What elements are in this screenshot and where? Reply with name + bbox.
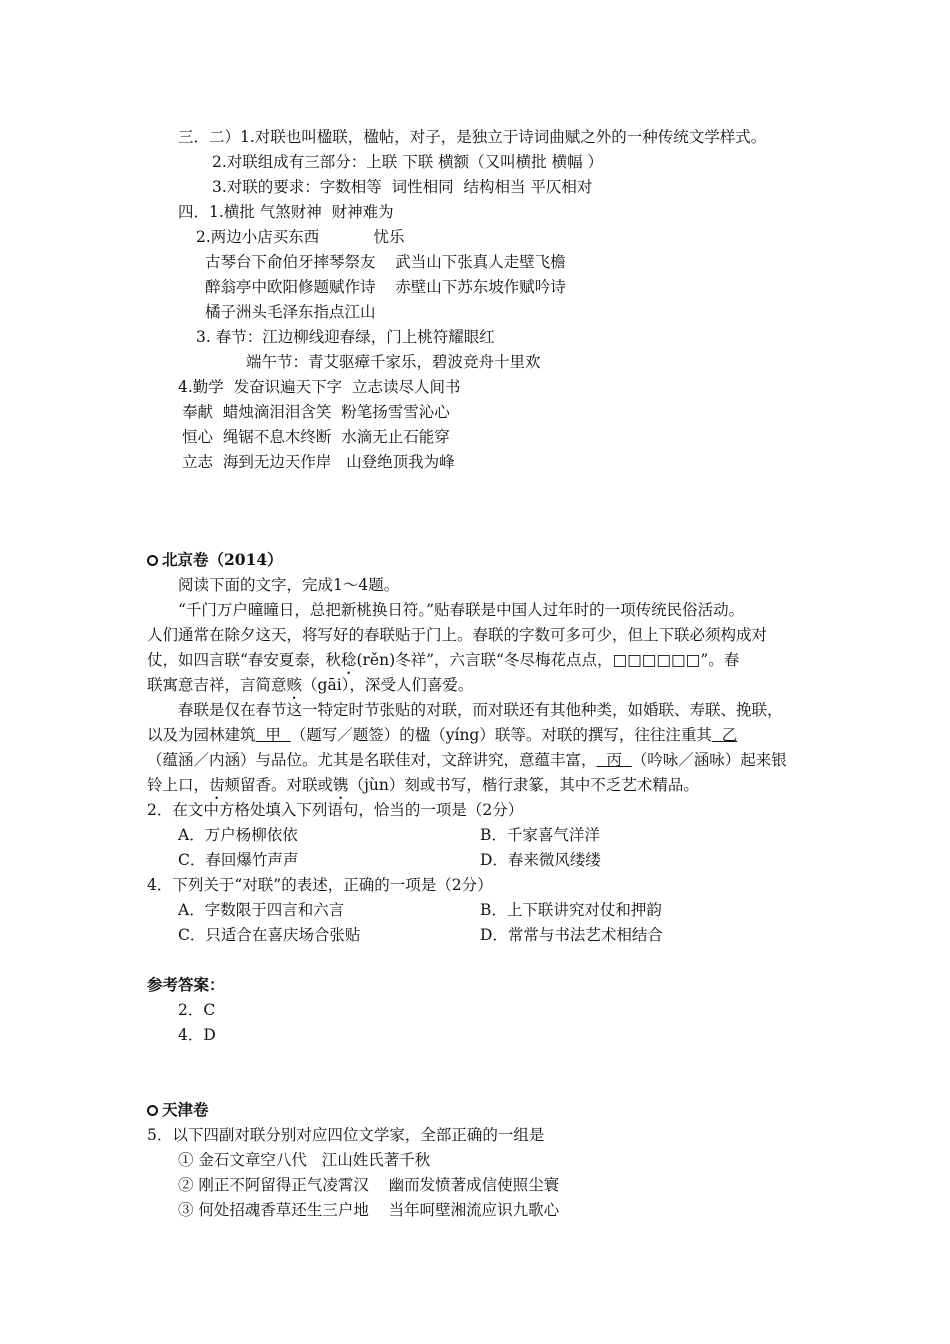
- question-4: 4．下列关于“对联”的表述，正确的一项是（2分）: [147, 876, 493, 894]
- option-d: D．常常与书法艺术相结合: [480, 926, 663, 944]
- answer-key-item: 2．C: [178, 1001, 216, 1019]
- couplet-option: ③ 何处招魂香草还生三户地 当年呵壁湘流应识九歌心: [178, 1201, 560, 1219]
- option-c: C．只适合在喜庆场合张贴: [178, 926, 361, 944]
- couplet-option: ② 刚正不阿留得正气凌霄汉 幽而发愤著成信使照尘寰: [178, 1176, 560, 1194]
- passage-text: 颊留香。对联或: [224, 776, 334, 794]
- passage-text: 以及为园林建筑: [147, 726, 256, 744]
- blank-yi: 乙: [711, 726, 738, 744]
- circle-bullet-icon: [147, 1105, 158, 1116]
- answer-key-title: 参考答案：: [147, 975, 225, 994]
- answer-line: 醉翁亭中欧阳修题赋作诗 赤壁山下苏东坡作赋吟诗: [205, 278, 566, 296]
- section-title-tianjin: [147, 1100, 209, 1120]
- passage-line: [147, 750, 787, 770]
- passage-text: （吟咏／涵咏）起来银: [631, 751, 787, 769]
- passage-text: （蕴涵／内涵）与品位。尤其是名联佳对，文辞讲究，意蕴丰富，: [147, 751, 597, 769]
- section-title-text: 北京卷（2014）: [162, 550, 283, 569]
- option-a: A．万户杨柳依依: [178, 826, 298, 844]
- passage-line: [147, 725, 737, 745]
- answer-line: 四．1.横批 气煞财神 财神难为: [178, 203, 394, 221]
- emphasis-char: 稔: [340, 651, 357, 669]
- blank-jia: 甲: [255, 726, 291, 744]
- option-b: B．千家喜气洋洋: [480, 826, 600, 844]
- passage-text: 联寓意吉祥，言简意: [147, 676, 287, 694]
- section-title-beijing: [147, 550, 283, 570]
- section-title-text: 天津卷: [162, 1100, 209, 1119]
- question-2: 2．在文中方格处填入下列语句，恰当的一项是（2分）: [147, 801, 524, 819]
- answer-line: 三．二）1.对联也叫楹联，楹帖，对子，是独立于诗词曲赋之外的一种传统文学样式。: [178, 128, 767, 146]
- passage-line: 人们通常在除夕这天，将写好的春联贴于门上。春联的字数可多可少，但上下联必须构成对: [147, 626, 768, 644]
- passage-line: [147, 650, 739, 678]
- circle-bullet-icon: [147, 555, 158, 566]
- answer-line: 3.对联的要求：字数相等 词性相同 结构相当 平仄相对: [212, 178, 593, 196]
- emphasis-char: 齿: [209, 776, 225, 794]
- option-d: D．春来微风缕缕: [480, 851, 601, 869]
- emphasis-char: 赅: [286, 676, 303, 694]
- option-b: B．上下联讲究对仗和押韵: [480, 901, 662, 919]
- passage-line: “千门万户曈曈日，总把新桃换日符。”贴春联是中国人过年时的一项传统民俗活动。: [178, 601, 745, 619]
- answer-line: 古琴台下俞伯牙摔琴祭友 武当山下张真人走壁飞檐: [205, 253, 566, 271]
- passage-text: （题写／题签）的楹（yíng）联等。对联的撰写，往往注重其: [290, 726, 712, 744]
- passage-text: 铃上口，: [147, 776, 210, 794]
- passage-text: （jùn）刻或书写，楷行隶篆，其中不乏艺术精品。: [348, 776, 699, 794]
- answer-line: 2.两边小店买东西 忧乐: [196, 228, 405, 246]
- passage-line: [147, 675, 473, 703]
- question-5: 5．以下四副对联分别对应四位文学家，全部正确的一组是: [147, 1126, 545, 1144]
- answer-line: 恒心 绳锯不息木终断 水滴无止石能穿: [182, 428, 450, 446]
- passage-line: 春联是仅在春节这一特定时节张贴的对联，而对联还有其他种类，如婚联、寿联、挽联，: [178, 701, 783, 719]
- answer-line: 4.勤学 发奋识遍天下字 立志读尽人间书: [178, 378, 461, 396]
- instruction: 阅读下面的文字，完成1～4题。: [178, 576, 400, 594]
- answer-line: 2.对联组成有三部分：上联 下联 横额（又叫横批 横幅 ）: [212, 153, 603, 171]
- option-c: C．春回爆竹声声: [178, 851, 299, 869]
- answer-line: 奉献 蜡烛滴泪泪含笑 粉笔扬雪雪沁心: [182, 403, 450, 421]
- answer-key-item: 4．D: [178, 1026, 216, 1044]
- answer-line: 立志 海到无边天作岸 山登绝顶我为峰: [182, 453, 455, 471]
- answer-line: 橘子洲头毛泽东指点江山: [205, 303, 376, 321]
- passage-text: （gāi），深受人们喜爱。: [302, 676, 474, 694]
- passage-text: 仗，如四言联“春安夏泰，秋: [147, 651, 341, 669]
- blank-bing: 丙: [596, 751, 632, 769]
- passage-text: (rěn)冬祥”，六言联“冬尽梅花点点，□□□□□□”。春: [356, 651, 740, 669]
- answer-line: 端午节：青艾驱瘴千家乐，碧波竞舟十里欢: [246, 353, 541, 371]
- emphasis-char: 镌: [333, 776, 349, 794]
- option-a: A．字数限于四言和六言: [178, 901, 345, 919]
- passage-line: [147, 775, 699, 803]
- couplet-option: ① 金石文章空八代 江山姓氏著千秋: [178, 1151, 431, 1169]
- answer-line: 3. 春节：江边柳线迎春绿，门上桃符耀眼红: [196, 328, 495, 346]
